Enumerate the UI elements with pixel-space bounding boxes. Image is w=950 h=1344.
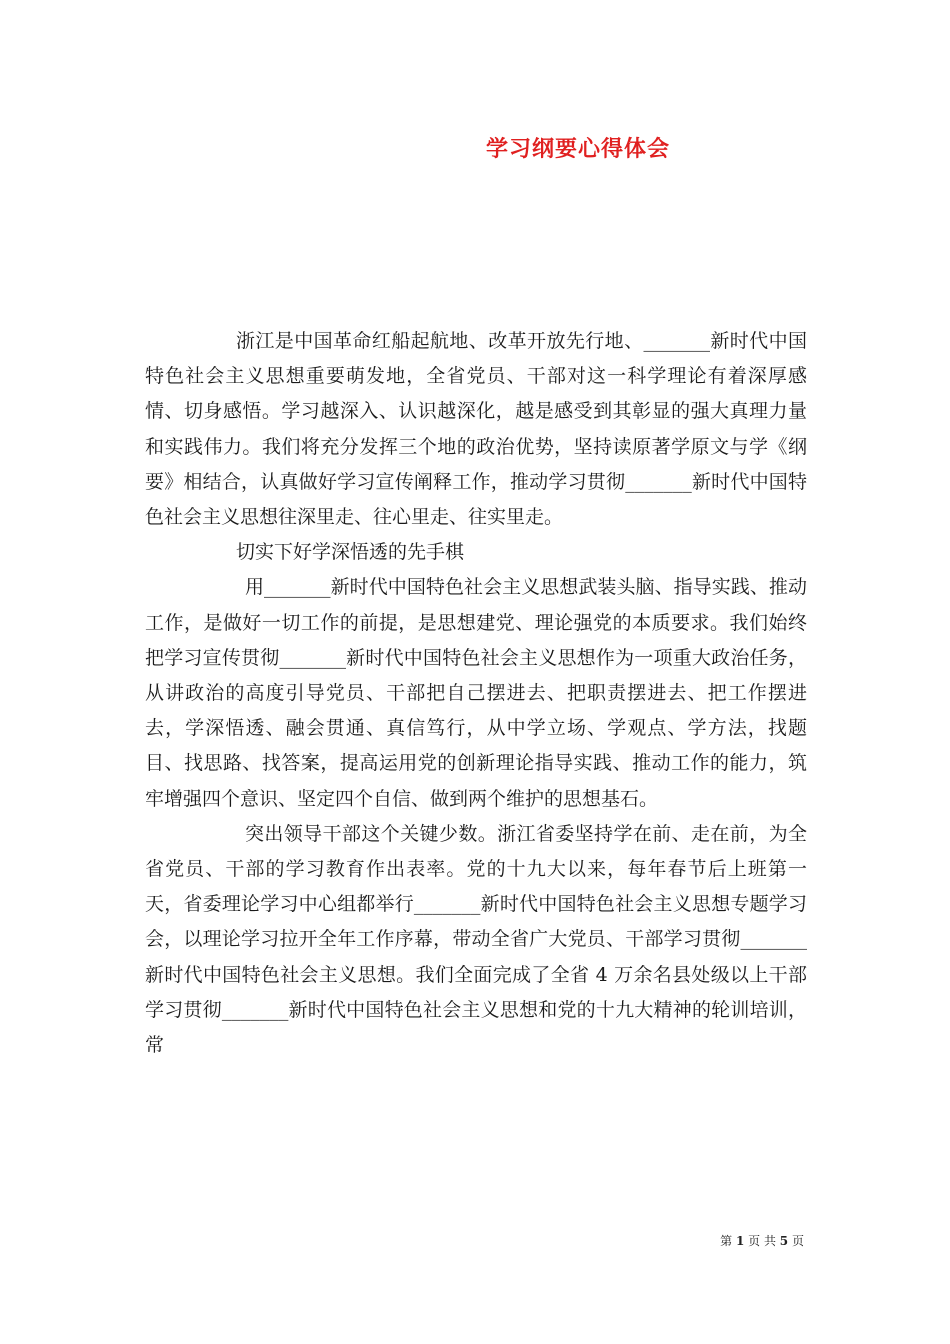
section-heading: 切实下好学深悟透的先手棋	[236, 541, 465, 564]
document-title: 学习纲要心得体会	[486, 136, 671, 162]
footer-current-page: 1	[735, 1234, 745, 1248]
document-body	[145, 324, 807, 1063]
footer-middle: 页 共	[748, 1234, 776, 1248]
paragraph-intro: 浙江是中国革命红船起航地、改革开放先行地、_______新时代中国特色社会主义思想重要萌发地，全省党员、干部对这一科学理论有着深厚感情、切身感悟。学习越深入、认识越深化，越是感受到其彰显的强大真理力量和实践伟力。我们将充分发挥三个地的政治优势，坚持读原著学原文与学《纲要》相结合，认真做好学习宣传阐释工作，推动学习贯彻_______新时代中国特色社会主义思想往深里走、往心里走、往实里走。	[145, 330, 807, 529]
footer-suffix: 页	[791, 1234, 804, 1248]
footer-prefix: 第	[720, 1234, 733, 1248]
footer-total-pages: 5	[779, 1234, 789, 1248]
paragraph-study: 用_______新时代中国特色社会主义思想武装头脑、指导实践、推动工作，是做好一切工作的前提，是思想建党、理论强党的本质要求。我们始终把学习宣传贯彻_______新时代中国特色社会主义思想作为一项重大政治任务，从讲政治的高度引导党员、干部把自己摆进去、把职责摆进去、把工作摆进去，学深悟透、融会贯通、真信笃行，从中学立场、学观点、学方法，找题目、找思路、找答案，提高运用党的创新理论指导实践、推动工作的能力，筑牢增强四个意识、坚定四个自信、做到两个维护的思想基石。	[145, 576, 807, 810]
page-number-footer	[720, 1232, 804, 1249]
paragraph-leaders: 突出领导干部这个关键少数。浙江省委坚持学在前、走在前，为全省党员、干部的学习教育作出表率。党的十九大以来，每年春节后上班第一天，省委理论学习中心组都举行_______新时代中国特色社会主义思想专题学习会，以理论学习拉开全年工作序幕，带动全省广大党员、干部学习贯彻_______新时代中国特色社会主义思想。我们全面完成了全省 4 万余名县处级以上干部学习贯彻_______新时代中国特色社会主义思想和党的十九大精神的轮训培训，常	[145, 822, 807, 1057]
